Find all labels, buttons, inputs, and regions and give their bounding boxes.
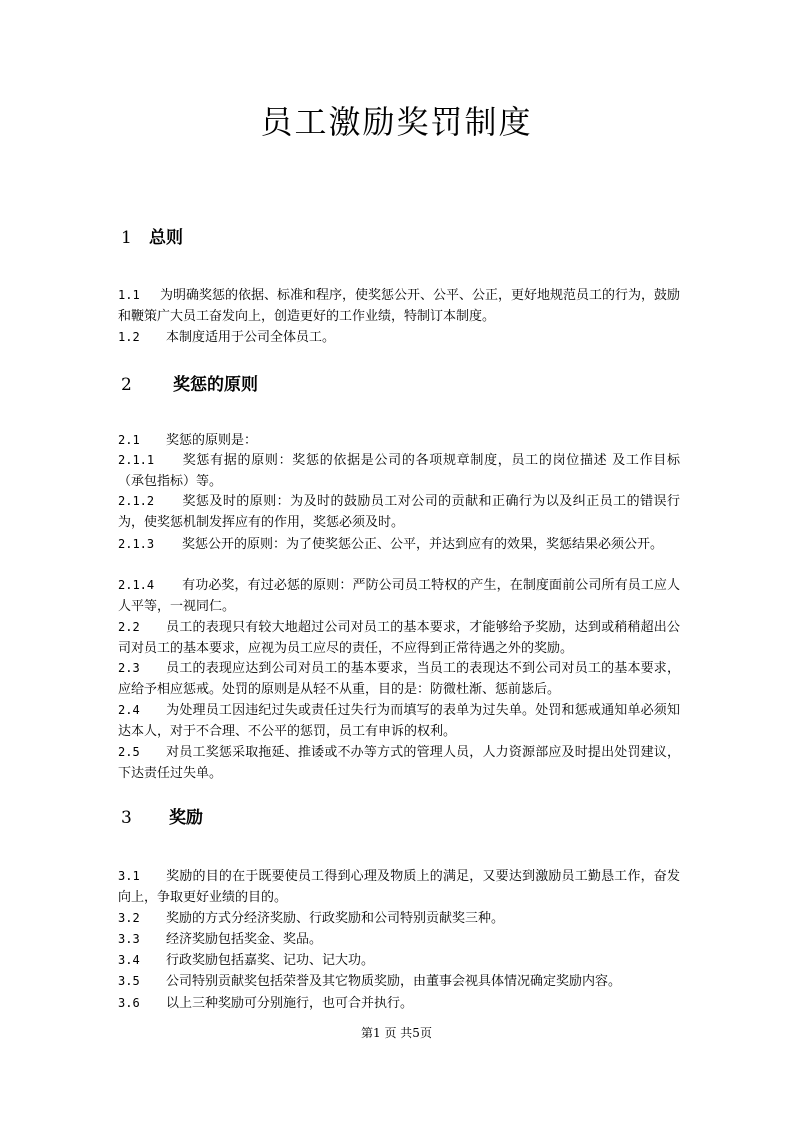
section-title: 奖惩的原则 [173,375,258,395]
paragraph-text: 奖励的目的在于既要使员工得到心理及物质上的满足，又要达到激励员工勤恳工作，奋发向上，争取更好业绩的目的。 [118,869,680,905]
paragraph-number: 2.4 [118,703,140,717]
paragraph-number: 2.1.1 [118,453,155,467]
paragraph-text: 有功必奖，有过必惩的原则：严防公司员工特权的产生，在制度面前公司所有员工应人人平等，一视同仁。 [118,578,680,614]
paragraph-number: 2.1.2 [118,494,155,508]
paragraph [118,430,680,452]
paragraph [118,971,680,993]
paragraph-text: 员工的表现只有较大地超过公司对员工的基本要求，才能够给予奖励，达到或稍稍超出公司对员工的基本要求，应视为员工应尽的责任，不应得到正常待遇之外的奖励。 [118,620,680,656]
paragraph [118,617,680,659]
paragraph-number: 3.4 [118,953,140,967]
paragraph [118,575,680,617]
paragraph [118,450,680,492]
section-title: 总则 [149,228,183,248]
paragraph [118,908,680,930]
paragraph-text: 本制度适用于公司全体员工。 [166,330,336,345]
paragraph-text: 行政奖励包括嘉奖、记功、记大功。 [166,953,375,968]
paragraph-text: 公司特别贡献奖包括荣誉及其它物质奖励，由董事会视具体情况确定奖励内容。 [166,974,622,989]
paragraph-text: 经济奖励包括奖金、奖品。 [166,932,323,947]
paragraph-number: 2.1.4 [118,578,155,592]
paragraph [118,929,680,951]
section-number: 3 [121,808,132,828]
paragraph-number: 2.2 [118,620,140,634]
section-number: 2 [121,375,132,395]
paragraph-text: 对员工奖惩采取拖延、推诿或不办等方式的管理人员，人力资源部应及时提出处罚建议，下达责任过失单。 [118,745,680,781]
paragraph-number: 3.5 [118,974,140,988]
paragraph [118,950,680,972]
page-title: 员工激励奖罚制度 [260,103,533,141]
paragraph-number: 2.3 [118,661,140,675]
section-heading-2 [121,373,258,397]
paragraph-text: 为明确奖惩的依据、标准和程序，使奖惩公开、公平、公正，更好地规范员工的行为，鼓励和鞭策广大员工奋发向上，创造更好的工作业绩，特制订本制度。 [118,288,681,324]
paragraph-text: 为处理员工因违纪过失或责任过失行为而填写的表单为过失单。处罚和惩戒通知单必须知达本人，对于不合理、不公平的惩罚，员工有申诉的权利。 [118,703,680,739]
paragraph [118,491,680,533]
paragraph [118,742,680,784]
paragraph-number: 3.3 [118,932,140,946]
paragraph-number: 2.1 [118,433,140,447]
paragraph-text: 奖惩公开的原则：为了使奖惩公正、公平，并达到应有的效果，奖惩结果必须公开。 [182,537,664,552]
paragraph [118,534,680,556]
paragraph [118,700,680,742]
paragraph [118,658,680,700]
section-heading-3 [121,806,203,830]
paragraph-number: 1.1 [118,288,140,302]
paragraph-text: 奖励的方式分经济奖励、行政奖励和公司特别贡献奖三种。 [166,911,505,926]
paragraph-text: 以上三种奖励可分别施行，也可合并执行。 [166,996,414,1011]
paragraph-number: 3.6 [118,996,140,1010]
section-number: 1 [121,228,132,248]
paragraph [118,993,680,1015]
paragraph [118,866,680,908]
paragraph [118,327,680,349]
paragraph-text: 奖惩有据的原则：奖惩的依据是公司的各项规章制度，员工的岗位描述 及工作目标（承包指标）等。 [118,453,680,489]
paragraph [118,285,680,327]
paragraph-number: 3.2 [118,911,140,925]
section-heading-1 [121,226,183,250]
paragraph-number: 2.1.3 [118,537,155,551]
section-title: 奖励 [169,808,203,828]
paragraph-text: 员工的表现应达到公司对员工的基本要求，当员工的表现达不到公司对员工的基本要求，应给予相应惩戒。处罚的原则是从轻不从重，目的是：防微杜渐、惩前毖后。 [118,661,680,697]
page-footer: 第1 页 共5页 [361,1026,432,1040]
paragraph-number: 1.2 [118,330,140,344]
paragraph-text: 奖惩及时的原则：为及时的鼓励员工对公司的贡献和正确行为以及纠正员工的错误行为，使奖惩机制发挥应有的作用，奖惩必须及时。 [118,494,680,530]
paragraph-number: 2.5 [118,745,140,759]
paragraph-text: 奖惩的原则是： [166,433,258,448]
paragraph-number: 3.1 [118,869,140,883]
